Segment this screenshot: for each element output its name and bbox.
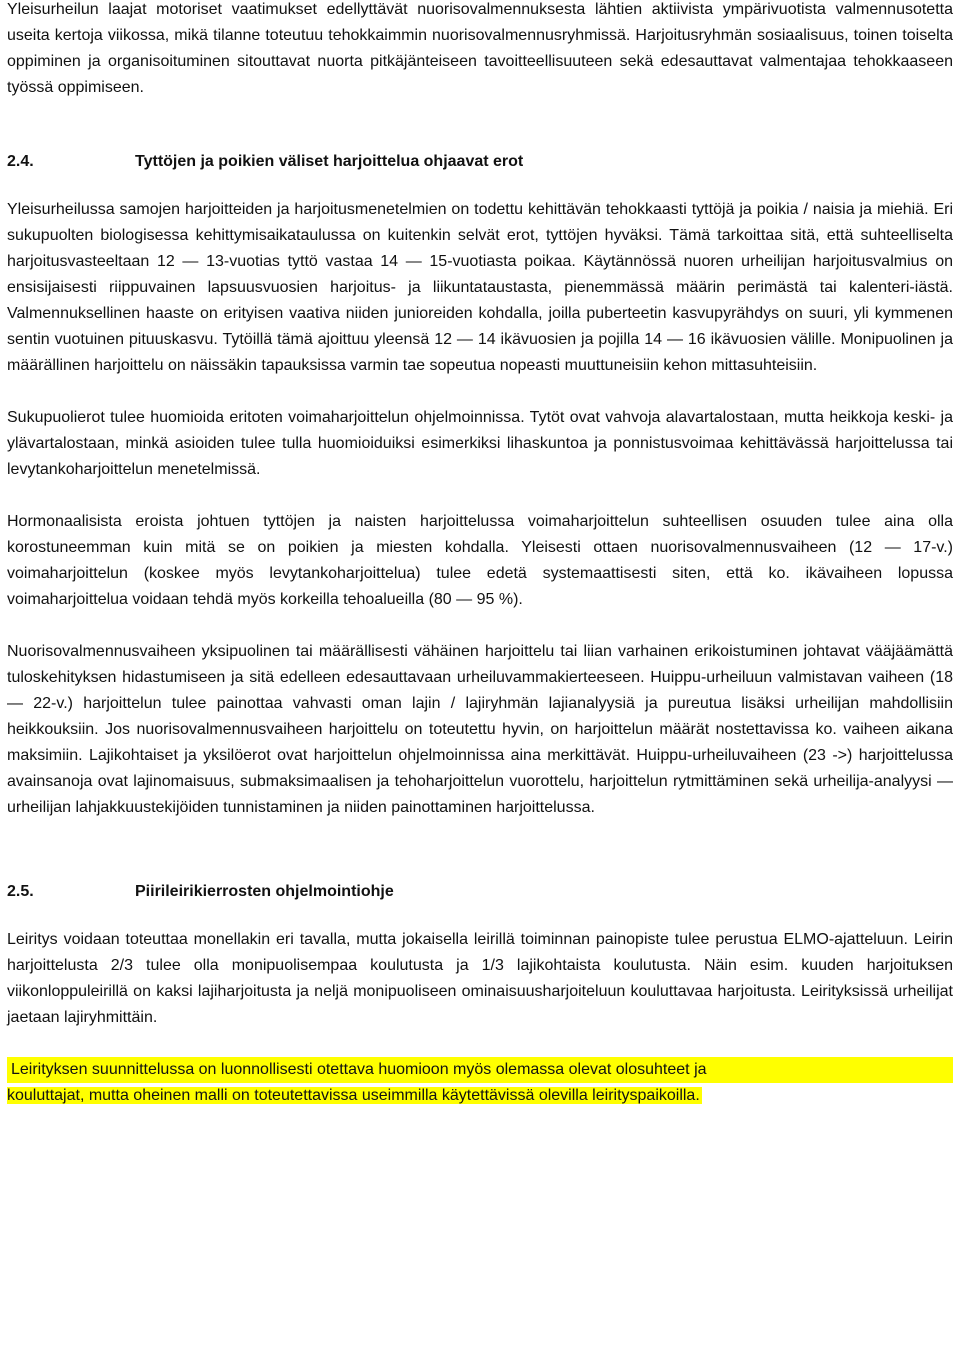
section-2-4-paragraph-4: Nuorisovalmennusvaiheen yksipuolinen tai määrällisesti vähäinen harjoittelu tai liian varhainen erikoistuminen johtavat vääjäämättä tuloskehityksen hidastumiseen ja sitä edelleen edesauttavaan urheiluvammakierteeseen. Huippu-urheiluun valmistavan vaiheen (18 — 22-v.) harjoittelun tulee painottaa vahvasti oman lajin / lajiryhmän lajianalyysiä ja pureutua lisäksi urheilijan mahdollisiin heikkouksiin. Jos nuorisovalmennusvaiheen harjoittelu on toteutettu hyvin, on harjoittelun määrät nostettavissa ko. vaiheen aikana maksimiin. Lajikohtaiset ja yksilöerot ovat harjoittelun ohjelmoinnissa aina merkittävät. Huippu-urheiluvaiheen (23 ->) harjoittelussa avainsanoja ovat lajinomaisuus, submaksimaalisen ja tehoharjoittelun vuorottelu, harjoittelun rytmittäminen sekä urheilija-analyysi — urheilijan lahjakkuustekijöiden tunnistaminen ja niiden painottaminen harjoittelussa. (7, 643, 953, 816)
section-2-4-paragraph-2: Sukupuolierot tulee huomioida eritoten voimaharjoittelun ohjelmoinnissa. Tytöt ovat vahvoja alavartalostaan, mutta heikkoja keski- ja ylävartalostaan, minkä asioiden tulee tulla huomioiduiksi esimerkiksi lihaskuntoa ja ponnistusvoimaa kehittävässä harjoittelussa tai levytankoharjoittelun menetelmissä. (7, 409, 953, 478)
section-number: 2.4. (7, 153, 34, 170)
section-title: Tyttöjen ja poikien väliset harjoittelua ohjaavat erot (135, 153, 524, 170)
section-number: 2.5. (7, 883, 34, 900)
highlighted-note (7, 1057, 953, 1109)
highlighted-line-2: kouluttajat, mutta oheinen malli on toteutettavissa useimmilla käytettävissä olevilla leirityspaikoilla. (7, 1087, 700, 1104)
section-2-4-heading (7, 149, 953, 175)
section-2-4-paragraph-1: Yleisurheilussa samojen harjoitteiden ja harjoitusmenetelmien on todettu kehittävän tehokkaasti tyttöjä ja poikia / naisia ja miehiä. Eri sukupuolten biologisessa kehittymisaikataulussa on kuitenkin selvät erot, tyttöjen hyväksi. Tämä tarkoittaa sitä, että suhteelliselta harjoitusvasteeltaan 12 — 13-vuotias tyttö vastaa 14 — 15-vuotiasta poikaa. Käytännössä nuoren urheilijan harjoitusvalmius on ensisijaisesti riippuvainen lapsuusvuosien harjoitus- ja liikuntataustasta, pienemmässä määrin perimästä tai kalenteri-iästä. Valmennuksellinen haaste on erityisen vaativa niiden junioreiden kohdalla, joilla puberteetin kasvupyrähdys on suuri, yli kymmenen sentin vuotuinen pituuskasvu. Tytöillä tämä ajoittuu yleensä 12 — 14 ikävuosien ja pojilla 14 — 16 ikävuosien välille. Monipuolinen ja määrällinen harjoittelu on näissäkin tapauksissa varmin tae sopeutua nopeasti muuttuneisiin kehon mittasuhteisiin. (7, 201, 953, 374)
section-title: Piirileirikierrosten ohjelmointiohje (135, 883, 394, 900)
section-2-5-paragraph: Leiritys voidaan toteuttaa monellakin eri tavalla, mutta jokaisella leirillä toiminnan painopiste tulee perustua ELMO-ajatteluun. Leirin harjoittelusta 2/3 tulee olla monipuolisempaa koulutusta ja 1/3 lajikohtaista koulutusta. Näin esim. kuuden harjoituksen viikonloppuleirillä on kaksi lajiharjoitusta ja neljä monipuoliseen ominaisuusharjoiteluun kouluttavaa harjoitusta. Leirityksissä urheilijat jaetaan lajiryhmittäin. (7, 931, 953, 1026)
section-2-5-heading (7, 879, 953, 905)
document-page (7, 0, 953, 1109)
intro-paragraph: Yleisurheilun laajat motoriset vaatimukset edellyttävät nuorisovalmennuksesta lähtien aktiivista ympärivuotista valmennusotetta useita kertoja viikossa, mikä tilanne toteutuu tehokkaimmin nuorisovalmennusryhmissä. Harjoitusryhmän sosiaalisuus, toinen toiselta oppiminen ja organisoituminen sitouttavat nuorta pitkäjänteiseen tavoitteellisuuteen sekä edesauttavat valmentajaa tehokkaaseen työssä oppimiseen. (7, 1, 953, 96)
highlighted-line-1: Leirityksen suunnittelussa on luonnollisesti otettava huomioon myös olemassa olevat olosuhteet ja (7, 1057, 953, 1083)
section-2-4-paragraph-3: Hormonaalisista eroista johtuen tyttöjen ja naisten harjoittelussa voimaharjoittelun suhteellisen osuuden tulee aina olla korostuneemman kuin mitä se on poikien ja miesten kohdalla. Yleisesti ottaen nuorisovalmennusvaiheen (12 — 17-v.) voimaharjoittelun (koskee myös levytankoharjoittelua) tulee edetä systemaattisesti siten, että ko. ikävaiheen lopussa voimaharjoittelua voidaan tehdä myös korkeilla tehoalueilla (80 — 95 %). (7, 513, 953, 608)
